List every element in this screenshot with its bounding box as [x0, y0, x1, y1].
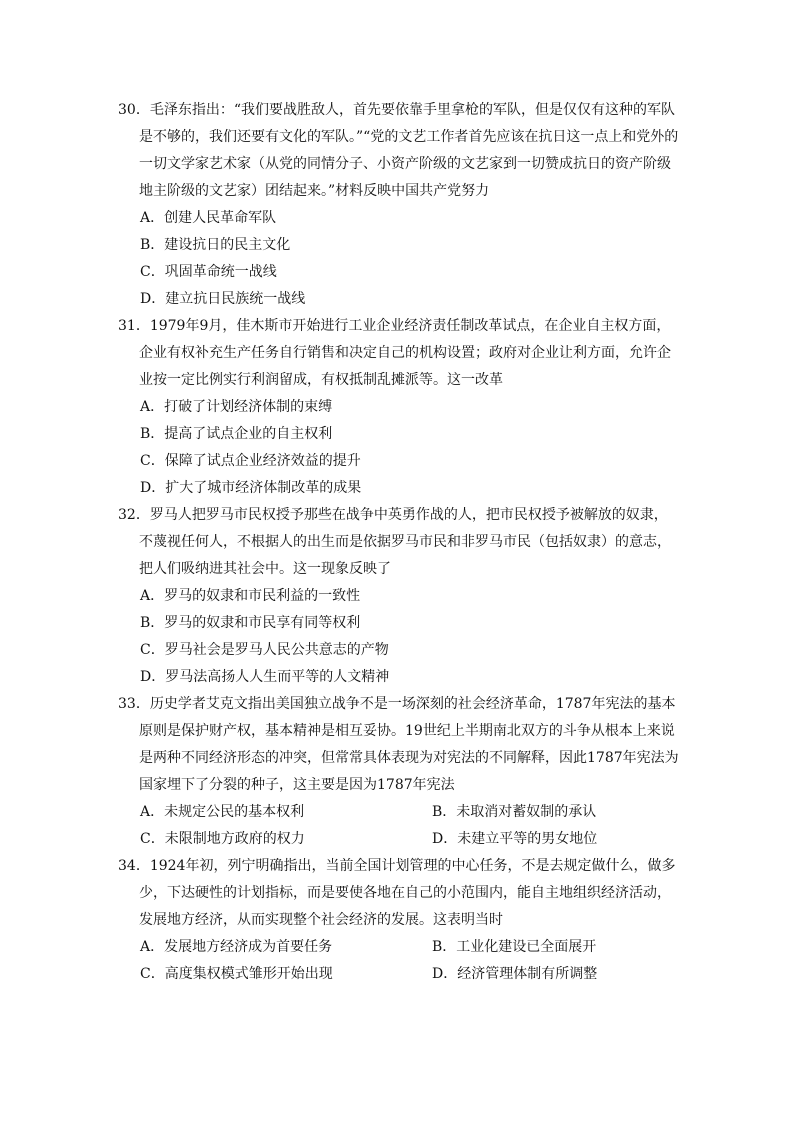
option-row [118, 934, 680, 961]
option-row [118, 826, 680, 853]
question-stem: 30．毛泽东指出：“我们要战胜敌人，首先要依靠手里拿枪的军队，但是仅仅有这种的军队是不够的，我们还要有文化的军队。”“党的文艺工作者首先应该在抗日这一点上和党外的一切文学家艺术家（从党的同情分子、小资产阶级的文艺家到一切赞成抗日的资产阶级地主阶级的文艺家）团结起来。”材料反映中国共产党努力 [118, 102, 679, 199]
option-c: C．保障了试点企业经济效益的提升 [140, 453, 361, 469]
option-d: D．未建立平等的男女地位 [432, 831, 598, 847]
question-stem: 32．罗马人把罗马市民权授予那些在战争中英勇作战的人，把市民权授予被解放的奴隶，不蔑视任何人，不根据人的出生而是依据罗马市民和非罗马市民（包括奴隶）的意志，把人们吸纳进其社会中。这一现象反映了 [118, 507, 671, 577]
option-b: B．工业化建设已全面展开 [432, 939, 597, 955]
option-d: D．经济管理体制有所调整 [432, 966, 598, 982]
option-a: A．发展地方经济成为首要任务 [140, 939, 333, 955]
option-c: C．罗马社会是罗马人民公共意志的产物 [140, 642, 389, 658]
question-33 [118, 691, 680, 853]
option-a: A．罗马的奴隶和市民利益的一致性 [140, 588, 361, 604]
option-b: B．未取消对蓄奴制的承认 [432, 804, 597, 820]
option-b: B．建设抗日的民主文化 [140, 237, 291, 253]
option-c: C．巩固革命统一战线 [140, 264, 277, 280]
option-a: A．创建人民革命军队 [140, 210, 277, 226]
option-d: D．罗马法高扬人人生而平等的人文精神 [140, 669, 390, 685]
option-a: A．打破了计划经济体制的束缚 [140, 399, 333, 415]
option-row [118, 961, 680, 988]
option-c: C．高度集权模式雏形开始出现 [140, 966, 333, 982]
option-a: A．未规定公民的基本权利 [140, 804, 305, 820]
option-d: D．扩大了城市经济体制改革的成果 [140, 480, 362, 496]
option-d: D．建立抗日民族统一战线 [140, 291, 306, 307]
question-stem: 34．1924年初，列宁明确指出，当前全国计划管理的中心任务，不是去规定做什么，做多少，下达硬性的计划指标，而是要使各地在自己的小范围内，能自主地组织经济活动，发展地方经济，从而实现整个社会经济的发展。这表明当时 [118, 858, 676, 928]
option-b: B．提高了试点企业的自主权利 [140, 426, 333, 442]
question-31 [118, 313, 680, 502]
option-row [118, 799, 680, 826]
option-b: B．罗马的奴隶和市民享有同等权利 [140, 615, 361, 631]
question-32 [118, 502, 680, 691]
question-stem: 33．历史学者艾克文指出美国独立战争不是一场深刻的社会经济革命，1787年宪法的基本原则是保护财产权，基本精神是相互妥协。19世纪上半期南北双方的斗争从根本上来说是两种不同经济形态的冲突，但常常具体表现为对宪法的不同解释，因此1787年宪法为国家埋下了分裂的种子，这主要是因为1787年宪法 [118, 696, 679, 793]
option-c: C．未限制地方政府的权力 [140, 831, 305, 847]
question-34 [118, 853, 680, 988]
question-30 [118, 97, 680, 313]
question-stem: 31．1979年9月，佳木斯市开始进行工业企业经济责任制改革试点，在企业自主权方面，企业有权补充生产任务自行销售和决定自己的机构设置；政府对企业让利方面，允许企业按一定比例实行利润留成，有权抵制乱摊派等。这一改革 [118, 318, 671, 388]
